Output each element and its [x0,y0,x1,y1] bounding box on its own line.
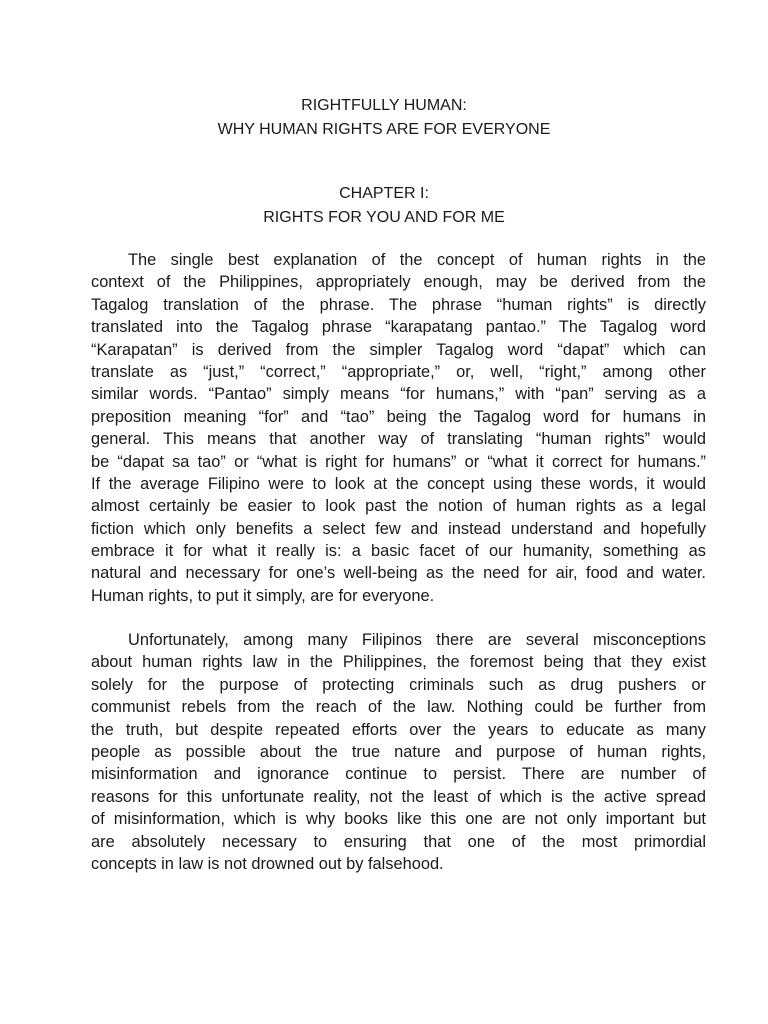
paragraph-line: reasons for this unfortunate reality, not the least of which is the active spread [91,787,706,806]
paragraph-line: general. This means that another way of translating “human rights” would [91,430,706,449]
chapter-number: CHAPTER I: [339,185,429,202]
paragraph-line: solely for the purpose of protecting criminals such as drug pushers or [91,675,706,694]
body-paragraph-1 [91,249,706,607]
paragraph-line: the truth, but despite repeated efforts over the years to educate as many [91,720,706,739]
paragraph-line: embrace it for what it really is: a basic facet of our humanity, something as [91,542,706,561]
book-title [0,94,768,142]
body-paragraph-2 [91,629,706,875]
paragraph-line: almost certainly be easier to look past the notion of human rights as a legal [91,497,706,516]
paragraph-line: If the average Filipino were to look at the concept using these words, it would [91,474,706,493]
paragraph-line: similar words. “Pantao” simply means “for humans,” with “pan” serving as a [91,385,706,404]
paragraph-line: Unfortunately, among many Filipinos there are several misconceptions [128,631,706,649]
paragraph-line: natural and necessary for one’s well-being as the need for air, food and water. [91,564,706,583]
paragraph-line: preposition meaning “for” and “tao” being the Tagalog word for humans in [91,407,706,426]
paragraph-line: misinformation and ignorance continue to persist. There are number of [91,765,706,784]
paragraph-line: be “dapat sa tao” or “what is right for humans” or “what it correct for humans.” [91,452,706,471]
paragraph-line: The single best explanation of the concept of human rights in the [128,251,706,269]
paragraph-line: translated into the Tagalog phrase “karapatang pantao.” The Tagalog word [91,318,706,337]
paragraph-line: people as possible about the true nature and purpose of human rights, [91,742,706,761]
paragraph-line: communist rebels from the reach of the law. Nothing could be further from [91,698,706,717]
paragraph-line: “Karapatan” is derived from the simpler Tagalog word “dapat” which can [91,340,706,359]
chapter-heading [0,182,768,230]
paragraph-line: Human rights, to put it simply, are for everyone. [91,586,435,605]
paragraph-line: concepts in law is not drowned out by falsehood. [91,854,444,873]
paragraph-line: context of the Philippines, appropriately enough, may be derived from the [91,273,706,292]
book-title-line-1: RIGHTFULLY HUMAN: [301,97,467,114]
paragraph-line: of misinformation, which is why books like this one are not only important but [91,810,706,829]
paragraph-line: about human rights law in the Philippines, the foremost being that they exist [91,653,706,672]
paragraph-line: are absolutely necessary to ensuring that one of the most primordial [91,832,706,851]
paragraph-line: fiction which only benefits a select few and instead understand and hopefully [91,519,706,538]
chapter-title: RIGHTS FOR YOU AND FOR ME [263,209,505,226]
paragraph-line: Tagalog translation of the phrase. The phrase “human rights” is directly [91,295,706,314]
book-title-line-2: WHY HUMAN RIGHTS ARE FOR EVERYONE [217,121,551,138]
paragraph-line: translate as “just,” “correct,” “appropriate,” or, well, “right,” among other [91,362,706,381]
